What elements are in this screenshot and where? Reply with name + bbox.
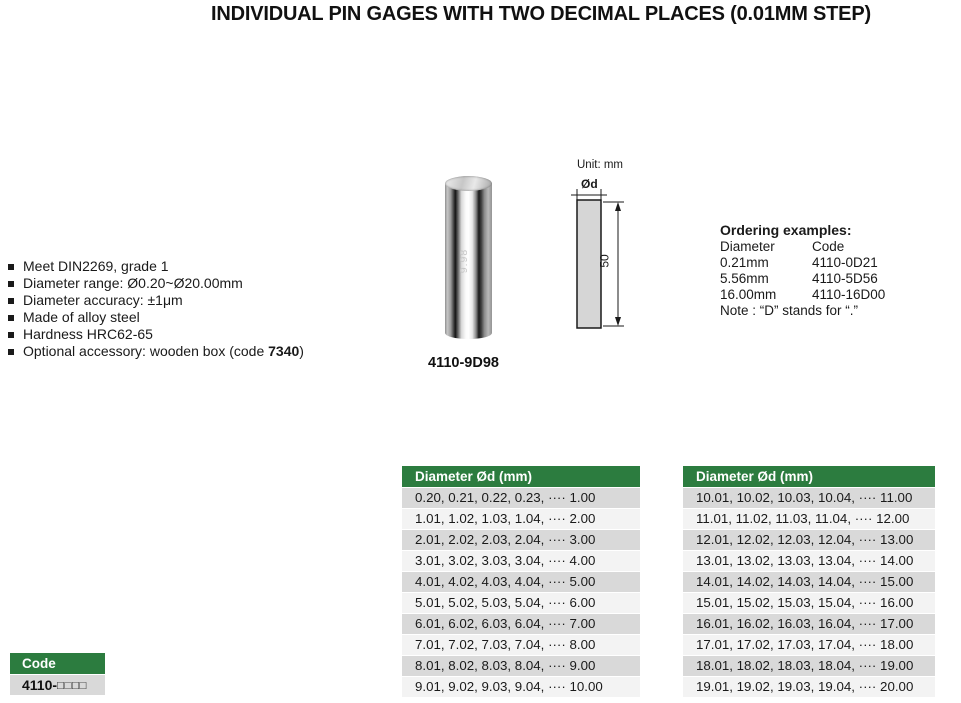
order-code-box <box>10 653 105 695</box>
feature-item <box>8 258 304 275</box>
ordering-row <box>720 287 885 303</box>
ordering-diameter: 5.56mm <box>720 271 769 286</box>
table-row: 12.01, 12.02, 12.03, 12.04, ···· 13.00 <box>683 529 935 550</box>
feature-optional-suffix: ) <box>299 342 304 359</box>
feature-item <box>8 292 304 309</box>
table-row: 19.01, 19.02, 19.03, 19.04, ···· 20.00 <box>683 676 935 697</box>
pin-marking-text: 9.98 <box>457 248 470 274</box>
table-row: 16.01, 16.02, 16.03, 16.04, ···· 17.00 <box>683 613 935 634</box>
ordering-diameter: 16.00mm <box>720 287 777 302</box>
code-prefix: 4110- <box>22 677 58 693</box>
table-row: 9.01, 9.02, 9.03, 9.04, ···· 10.00 <box>402 676 640 697</box>
table-row: 14.01, 14.02, 14.03, 14.04, ···· 15.00 <box>683 571 935 592</box>
unit-label: Unit: mm <box>577 159 623 171</box>
table-row: 8.01, 8.02, 8.03, 8.04, ···· 9.00 <box>402 655 640 676</box>
feature-item <box>8 326 304 343</box>
table-row: 10.01, 10.02, 10.03, 10.04, ···· 11.00 <box>683 487 935 508</box>
feature-text: Diameter range: Ø0.20~Ø20.00mm <box>23 274 243 291</box>
feature-text <box>23 343 304 360</box>
table-row: 17.01, 17.02, 17.03, 17.04, ···· 18.00 <box>683 634 935 655</box>
feature-item <box>8 309 304 326</box>
code-box-header: Code <box>10 653 105 674</box>
feature-text: Diameter accuracy: ±1μm <box>23 291 183 308</box>
table-row: 0.20, 0.21, 0.22, 0.23, ···· 1.00 <box>402 487 640 508</box>
ordering-code: 4110-16D00 <box>812 287 886 302</box>
pin-gage-photo <box>445 176 492 340</box>
ordering-heading: Ordering examples: <box>720 222 852 238</box>
bullet-square-icon <box>8 349 14 355</box>
table-row: 11.01, 11.02, 11.03, 11.04, ···· 12.00 <box>683 508 935 529</box>
feature-item-optional-accessory <box>8 343 304 360</box>
ordering-col-diameter: Diameter <box>720 239 775 254</box>
ordering-note: Note : “D” stands for “.” <box>720 303 859 318</box>
pin-cylinder <box>445 183 492 339</box>
feature-list <box>8 258 304 359</box>
table-row: 3.01, 3.02, 3.03, 3.04, ···· 4.00 <box>402 550 640 571</box>
diameter-dimension-label: Ød <box>581 177 598 191</box>
table-header: Diameter Ød (mm) <box>402 466 640 487</box>
code-box-value <box>10 674 105 695</box>
bullet-square-icon <box>8 332 14 338</box>
table-header: Diameter Ød (mm) <box>683 466 935 487</box>
feature-optional-prefix: Optional accessory: wooden box (code <box>23 342 269 359</box>
technical-drawing <box>565 158 655 343</box>
table-row: 4.01, 4.02, 4.03, 4.04, ···· 5.00 <box>402 571 640 592</box>
table-row: 15.01, 15.02, 15.03, 15.04, ···· 16.00 <box>683 592 935 613</box>
ordering-row <box>720 255 885 271</box>
dimension-drawing-graphic <box>565 158 655 343</box>
ordering-examples <box>720 222 885 319</box>
feature-text: Made of alloy steel <box>23 308 140 325</box>
bullet-square-icon <box>8 315 14 321</box>
table-row: 18.01, 18.02, 18.03, 18.04, ···· 19.00 <box>683 655 935 676</box>
bullet-square-icon <box>8 264 14 270</box>
ordering-row <box>720 271 885 287</box>
ordering-code: 4110-5D56 <box>812 271 878 286</box>
table-row: 13.01, 13.02, 13.03, 13.04, ···· 14.00 <box>683 550 935 571</box>
bullet-square-icon <box>8 298 14 304</box>
diameter-table-right <box>683 466 935 697</box>
feature-item <box>8 275 304 292</box>
table-row: 5.01, 5.02, 5.03, 5.04, ···· 6.00 <box>402 592 640 613</box>
feature-text: Hardness HRC62-65 <box>23 325 153 342</box>
ordering-diameter: 0.21mm <box>720 255 769 270</box>
bullet-square-icon <box>8 281 14 287</box>
ordering-code: 4110-0D21 <box>812 255 878 270</box>
feature-text: Meet DIN2269, grade 1 <box>23 258 169 274</box>
table-row: 1.01, 1.02, 1.03, 1.04, ···· 2.00 <box>402 508 640 529</box>
ordering-column-headers <box>720 239 885 255</box>
table-row: 7.01, 7.02, 7.03, 7.04, ···· 8.00 <box>402 634 640 655</box>
pin-top-face <box>445 176 492 191</box>
code-placeholder-squares: □□□□ <box>57 680 87 692</box>
product-code-label: 4110-9D98 <box>428 355 499 371</box>
table-row: 6.01, 6.02, 6.03, 6.04, ···· 7.00 <box>402 613 640 634</box>
accessory-code: 7340 <box>268 342 300 359</box>
table-row: 2.01, 2.02, 2.03, 2.04, ···· 3.00 <box>402 529 640 550</box>
length-dimension-label: 50 <box>597 254 612 268</box>
page-title: INDIVIDUAL PIN GAGES WITH TWO DECIMAL PLACES (0.01MM STEP) <box>211 3 871 25</box>
diameter-table-left <box>402 466 640 697</box>
ordering-col-code: Code <box>812 239 845 254</box>
